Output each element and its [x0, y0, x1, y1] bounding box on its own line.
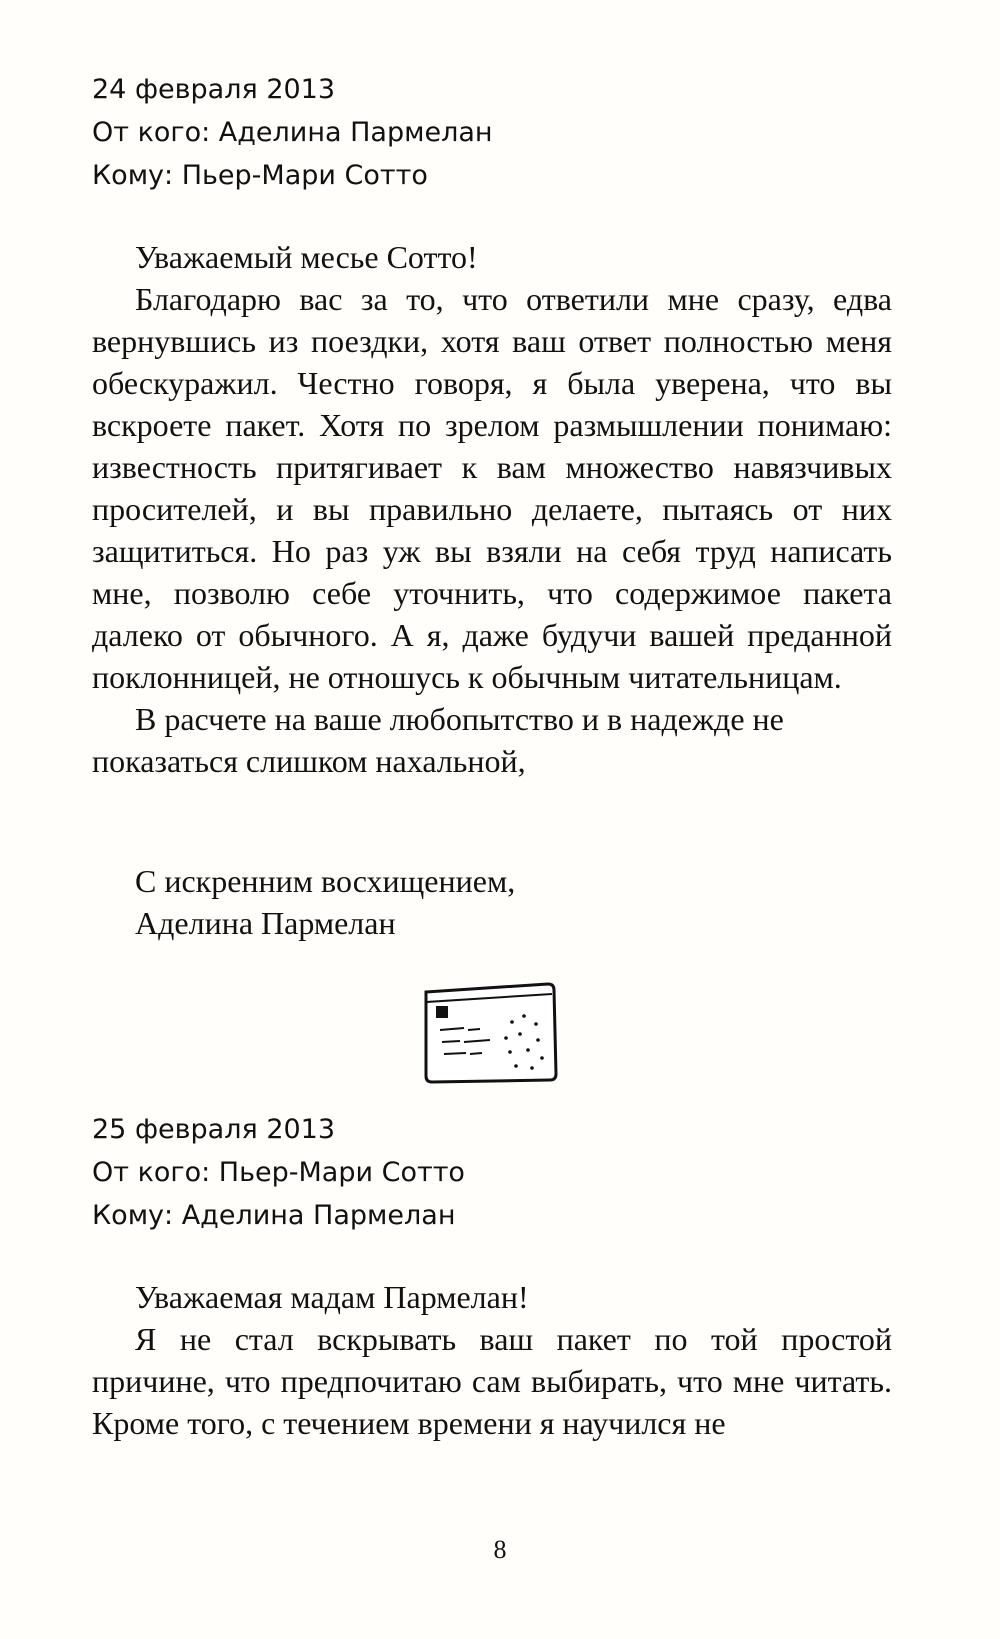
letter2-body: [92, 1276, 892, 1444]
letter2-date: 25 февраля 2013: [92, 1114, 336, 1145]
letter2-paragraph: Я не стал вскрывать ваш пакет по той простой причине, что предпочитаю сам выбирать, что мне читать. Кроме того, с течением времени я научился не: [92, 1321, 892, 1441]
postcard-icon: [420, 978, 560, 1088]
letter1-header: [92, 68, 493, 197]
letter2-greeting: Уважаемая мадам Пармелан!: [135, 1279, 529, 1315]
letter1-signoff: [135, 860, 515, 944]
letter1-closing: С искренним восхищением,: [135, 863, 516, 899]
letter1-signature: Аделина Пармелан: [135, 905, 396, 941]
letter2-to: Кому: Аделина Пармелан: [92, 1200, 456, 1231]
letter1-to: Кому: Пьер-Мари Сотто: [92, 160, 428, 191]
letter1-paragraph: В расчете на ваше любопытство и в надежде не показаться слишком нахальной,: [92, 701, 784, 779]
letter1-paragraph: Благодарю вас за то, что ответили мне сразу, едва вернувшись из поездки, хотя ваш ответ полностью меня обескуражил. Честно говоря, я была уверена, что вы вскроете пакет. Хотя по зрелом размышлении понимаю: известность притягивает к вам множество навязчивых просителей, и вы правильно делаете, пытаясь от них защититься. Но раз уж вы взяли на себя труд написать мне, позволю себе уточнить, что содержимое пакета далеко от обычного. А я, даже будучи вашей преданной поклонницей, не отношусь к обычным читательницам.: [92, 281, 892, 695]
letter2-header: [92, 1108, 465, 1237]
letter1-date: 24 февраля 2013: [92, 74, 336, 105]
letter1-from: От кого: Аделина Пармелан: [92, 117, 493, 148]
letter1-greeting: Уважаемый месье Сотто!: [135, 239, 478, 275]
letter2-from: От кого: Пьер-Мари Сотто: [92, 1157, 465, 1188]
letter1-body: [92, 236, 892, 782]
page-number: 8: [493, 1535, 507, 1564]
